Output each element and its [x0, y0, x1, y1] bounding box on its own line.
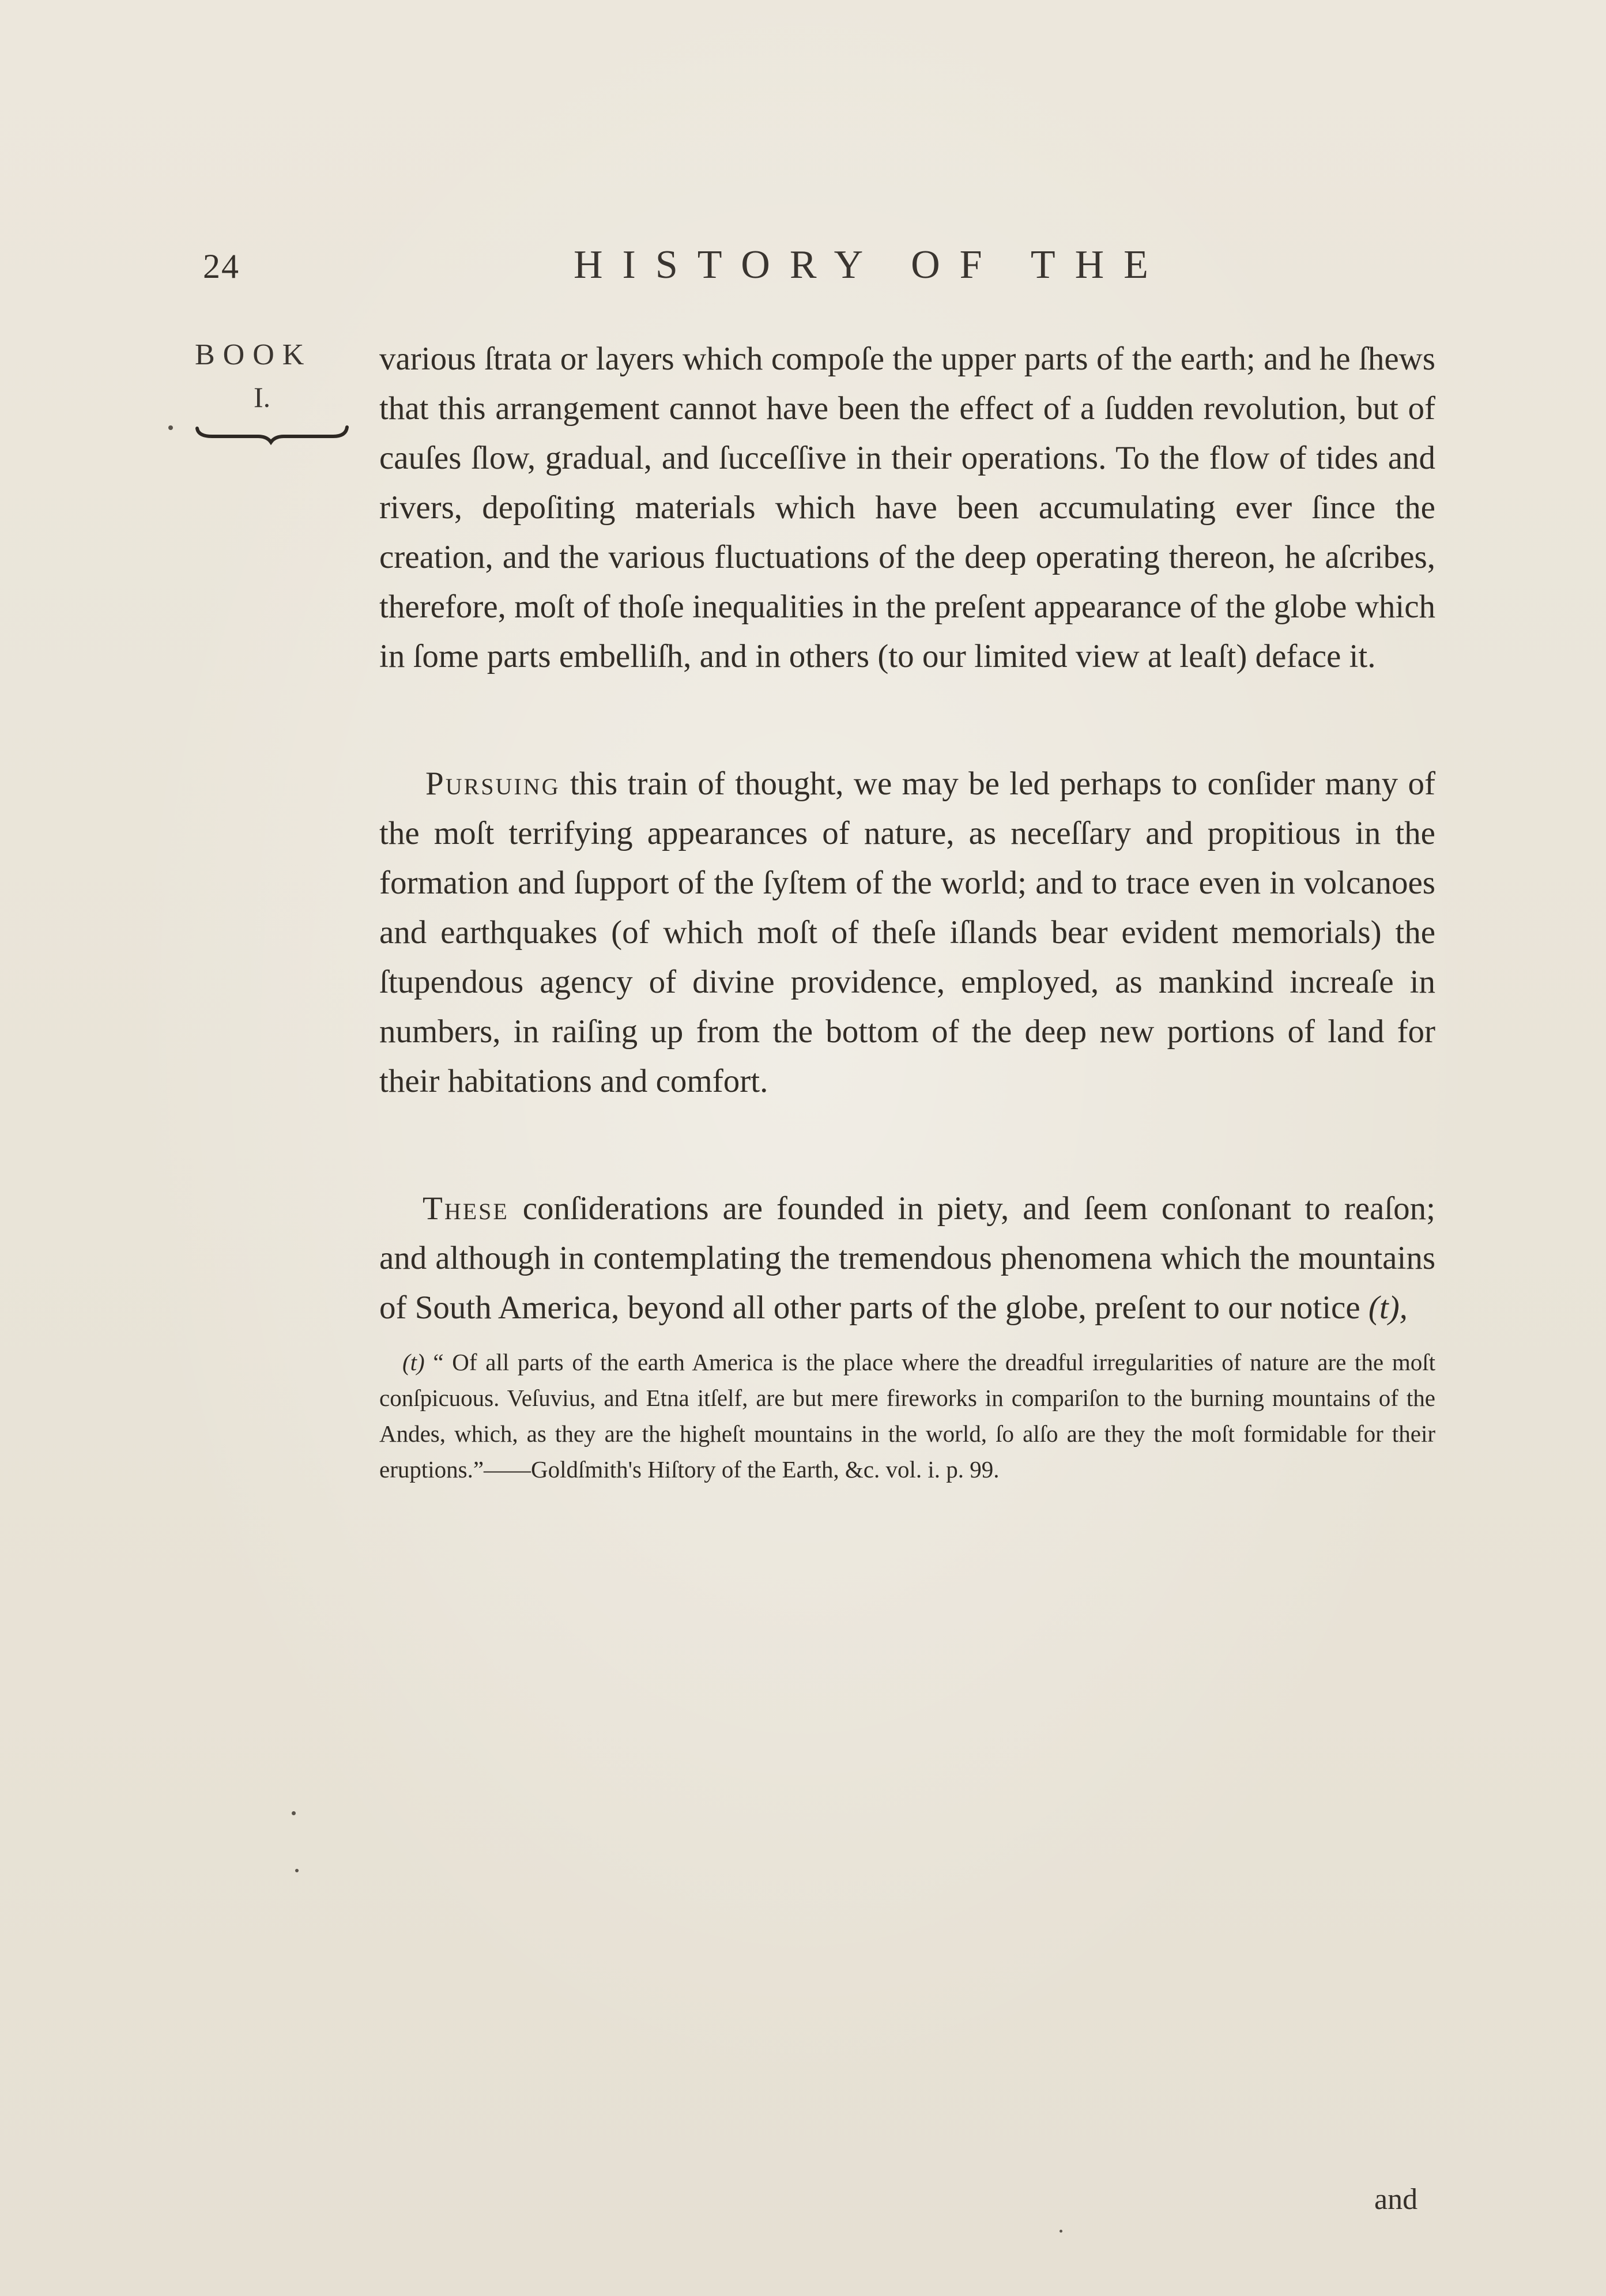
margin-brace-ornament	[195, 424, 350, 447]
main-text	[379, 334, 1435, 1487]
footnote-reference: (t),	[1368, 1290, 1408, 1326]
footnote	[379, 1344, 1435, 1487]
paragraph-3-lead: These	[423, 1190, 509, 1227]
paper-speck	[295, 1869, 299, 1872]
catchword: and	[1374, 2183, 1418, 2216]
footnote-marker: (t)	[402, 1349, 425, 1375]
running-head: HISTORY OF THE	[574, 243, 1168, 287]
margin-book-label: BOOK	[195, 338, 312, 371]
paper-speck	[168, 425, 173, 430]
paragraph-3	[379, 1184, 1435, 1333]
paragraph-1: various ſtrata or layers which compoſe the upper parts of the earth; and he ſhews that this arrangement cannot have been the effect of a ſudden revolution, but of cauſes ſlow, gradual, and ſucceſſive in their operations. To the flow of tides and rivers, depoſiting materials which have been accumulating ever ſince the creation, and the various fluctuations of the deep operating thereon, he aſcribes, therefore, moſt of thoſe inequalities in the preſent appearance of the globe which in ſome parts embelliſh, and in others (to our limited view at leaſt) deface it.	[379, 341, 1435, 674]
margin-note	[195, 340, 368, 412]
paper-speck	[292, 1811, 296, 1815]
paragraph-2	[379, 759, 1435, 1106]
paragraph-2-lead: Pursuing	[425, 766, 560, 802]
page-number: 24	[203, 247, 240, 285]
margin-book-number: I.	[254, 381, 271, 413]
paragraph-3-text: conſiderations are founded in piety, and ſeem conſonant to reaſon; and although in contemplating the tremendous phenomena which the mountains of South America, beyond all other parts of the globe, preſent to our notice	[379, 1190, 1435, 1326]
footnote-text: “ Of all parts of the earth America is the place where the dreadful irregularities of nature are the moſt conſpicuous. Veſuvius, and Etna itſelf, are but mere fireworks in compariſon to the burning mountains of the Andes, which, as they are the higheſt mountains in the world, ſo alſo are they the moſt formidable for their eruptions.”——Goldſmith's Hiſtory of the Earth, &c. vol. i. p. 99.	[379, 1349, 1435, 1483]
paper-speck	[1060, 2230, 1062, 2233]
paragraph-2-text: this train of thought, we may be led perhaps to conſider many of the moſt terrifying appearances of nature, as neceſſary and propitious in the formation and ſupport of the ſyſtem of the world; and to trace even in volcanoes and earthquakes (of which moſt of theſe iſlands bear evident memorials) the ſtupendous agency of divine providence, employed, as mankind increaſe in numbers, in raiſing up from the bottom of the deep new portions of land for their habitations and comfort.	[379, 766, 1435, 1099]
